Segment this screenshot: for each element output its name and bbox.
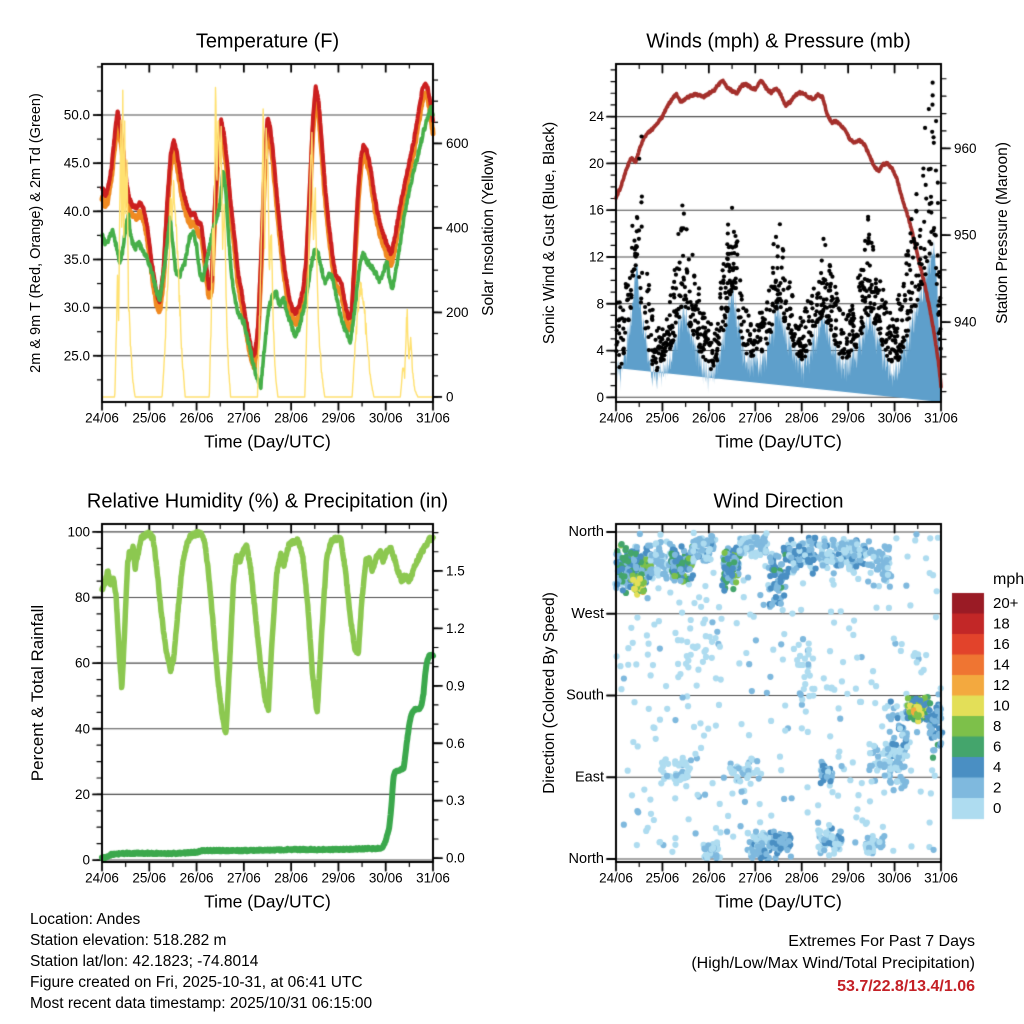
temperature-title: Temperature (F) <box>195 30 340 53</box>
humidity-precip-xtick: 24/06 <box>85 870 119 886</box>
wind-direction-xtick: 26/06 <box>691 870 726 886</box>
temperature-ylabel-right: Solar Insolation (Yellow) <box>480 150 497 316</box>
legend-entry: 18 <box>993 615 1010 633</box>
humidity-precip-ytick-left: 80 <box>74 590 90 606</box>
wind-direction-xtick: 29/06 <box>831 870 866 886</box>
winds-pressure-ytick-right: 950 <box>954 227 977 243</box>
temperature-xtick: 27/06 <box>226 410 261 426</box>
extremes-subtitle: (High/Low/Max Wind/Total Precipitation) <box>691 955 975 972</box>
winds-pressure-ytick-left: 20 <box>588 155 604 171</box>
temperature-ytick-left: 40.0 <box>63 203 90 219</box>
wind-direction-xtick: 27/06 <box>738 870 773 886</box>
temperature-ytick-right: 600 <box>446 135 469 151</box>
humidity-precip-ytick-left: 0 <box>82 852 90 868</box>
humidity-precip-xtick: 27/06 <box>226 870 261 886</box>
temperature-ytick-right: 200 <box>446 304 469 320</box>
station-location: Location: Andes <box>30 911 141 928</box>
wind-direction-xtick: 25/06 <box>645 870 680 886</box>
wind-direction-xlabel: Time (Day/UTC) <box>715 891 842 912</box>
wind-direction-ytick-left: West <box>571 605 604 622</box>
humidity-precip-xtick: 29/06 <box>321 870 356 886</box>
winds-pressure-ytick-right: 960 <box>954 140 977 156</box>
legend-entry: 4 <box>993 758 1002 776</box>
humidity-precip-ytick-right: 1.2 <box>446 620 465 636</box>
humidity-precip-xtick: 25/06 <box>132 870 167 886</box>
wind-direction-ytick-left: North <box>568 524 604 540</box>
winds-pressure-title: Winds (mph) & Pressure (mb) <box>646 30 911 53</box>
legend-entry: 12 <box>993 676 1010 694</box>
figure-created: Figure created on Fri, 2025-10-31, at 06:41 UTC <box>30 974 363 991</box>
humidity-precip-xtick: 28/06 <box>274 870 309 886</box>
winds-pressure-xtick: 26/06 <box>691 410 726 426</box>
temperature-ytick-left: 25.0 <box>63 348 90 364</box>
humidity-precip-ytick-left: 20 <box>74 786 90 802</box>
winds-pressure-xlabel: Time (Day/UTC) <box>715 431 842 452</box>
legend-title: mph <box>993 571 1024 588</box>
humidity-precip-ytick-left: 40 <box>74 721 90 737</box>
wind-direction-ylabel-left: Direction (Colored By Speed) <box>541 592 558 794</box>
wind-direction-ytick-left: East <box>574 769 604 786</box>
recent-timestamp: Most recent data timestamp: 2025/10/31 06:15:00 <box>30 995 373 1012</box>
humidity-precip-xlabel: Time (Day/UTC) <box>204 891 331 912</box>
winds-pressure-ylabel-right: Station Pressure (Maroon) <box>994 142 1011 324</box>
legend-entry: 0 <box>993 799 1002 817</box>
extremes-title: Extremes For Past 7 Days <box>788 933 975 950</box>
winds-pressure-xtick: 29/06 <box>831 410 866 426</box>
winds-pressure-ytick-left: 4 <box>596 343 604 359</box>
station-latlon: Station lat/lon: 42.1823; -74.8014 <box>30 953 259 970</box>
temperature-xtick: 31/06 <box>416 410 450 426</box>
legend-entry: 16 <box>993 635 1010 653</box>
temperature-xtick: 28/06 <box>274 410 309 426</box>
winds-pressure-xtick: 31/06 <box>924 410 958 426</box>
wind-direction-xtick: 31/06 <box>924 870 958 886</box>
temperature-ytick-left: 35.0 <box>63 251 90 267</box>
winds-pressure-xtick: 28/06 <box>784 410 819 426</box>
wind-direction-title: Wind Direction <box>713 490 844 513</box>
extremes-values: 53.7/22.8/13.4/1.06 <box>837 978 975 995</box>
wind-direction-xtick: 30/06 <box>877 870 912 886</box>
winds-pressure-ylabel-left: Sonic Wind & Gust (Blue, Black) <box>541 121 558 345</box>
humidity-precip-ytick-left: 100 <box>67 524 90 540</box>
winds-pressure-xtick: 25/06 <box>645 410 680 426</box>
winds-pressure-xtick: 30/06 <box>877 410 912 426</box>
temperature-ytick-left: 45.0 <box>63 155 90 171</box>
winds-pressure-ytick-left: 16 <box>588 202 604 218</box>
temperature-ytick-left: 30.0 <box>63 300 90 316</box>
wind-direction-xtick: 24/06 <box>599 870 633 886</box>
humidity-precip-ytick-right: 0.3 <box>446 793 465 809</box>
wind-direction-ytick-left: South <box>566 687 604 704</box>
temperature-xlabel: Time (Day/UTC) <box>204 431 331 452</box>
humidity-precip-xtick: 30/06 <box>368 870 403 886</box>
temperature-xtick: 30/06 <box>368 410 403 426</box>
temperature-xtick: 24/06 <box>85 410 119 426</box>
temperature-ylabel-left: 2m & 9m T (Red, Orange) & 2m Td (Green) <box>28 93 44 373</box>
wind-direction-xtick: 28/06 <box>784 870 819 886</box>
humidity-precip-xtick: 26/06 <box>179 870 214 886</box>
winds-pressure-ytick-right: 940 <box>954 314 977 330</box>
humidity-precip-ytick-right: 1.5 <box>446 563 465 579</box>
temperature-ytick-left: 50.0 <box>63 107 90 123</box>
winds-pressure-ytick-left: 0 <box>596 389 604 405</box>
temperature-ytick-right: 400 <box>446 220 469 236</box>
legend-entry: 20+ <box>993 594 1019 612</box>
legend-entry: 2 <box>993 779 1002 797</box>
wind-direction-ytick-left: North <box>568 851 604 867</box>
temperature-xtick: 26/06 <box>179 410 214 426</box>
winds-pressure-ytick-left: 24 <box>588 109 604 125</box>
temperature-xtick: 25/06 <box>132 410 167 426</box>
winds-pressure-ytick-left: 8 <box>596 296 604 312</box>
winds-pressure-xtick: 24/06 <box>599 410 633 426</box>
humidity-precip-ytick-left: 60 <box>74 655 90 671</box>
humidity-precip-title: Relative Humidity (%) & Precipitation (in) <box>86 490 449 513</box>
legend-entry: 6 <box>993 738 1002 756</box>
winds-pressure-ytick-left: 12 <box>588 249 604 265</box>
legend-entry: 14 <box>993 656 1010 674</box>
humidity-precip-ytick-right: 0.6 <box>446 735 465 751</box>
station-elevation: Station elevation: 518.282 m <box>30 932 227 949</box>
humidity-precip-ytick-right: 0.9 <box>446 678 465 694</box>
humidity-precip-ylabel-left: Percent & Total Rainfall <box>28 604 47 782</box>
legend-entry: 8 <box>993 717 1002 735</box>
humidity-precip-xtick: 31/06 <box>416 870 450 886</box>
winds-pressure-xtick: 27/06 <box>738 410 773 426</box>
temperature-xtick: 29/06 <box>321 410 356 426</box>
temperature-ytick-right: 0 <box>446 389 454 405</box>
humidity-precip-ytick-right: 0.0 <box>446 850 465 866</box>
legend-entry: 10 <box>993 697 1010 715</box>
